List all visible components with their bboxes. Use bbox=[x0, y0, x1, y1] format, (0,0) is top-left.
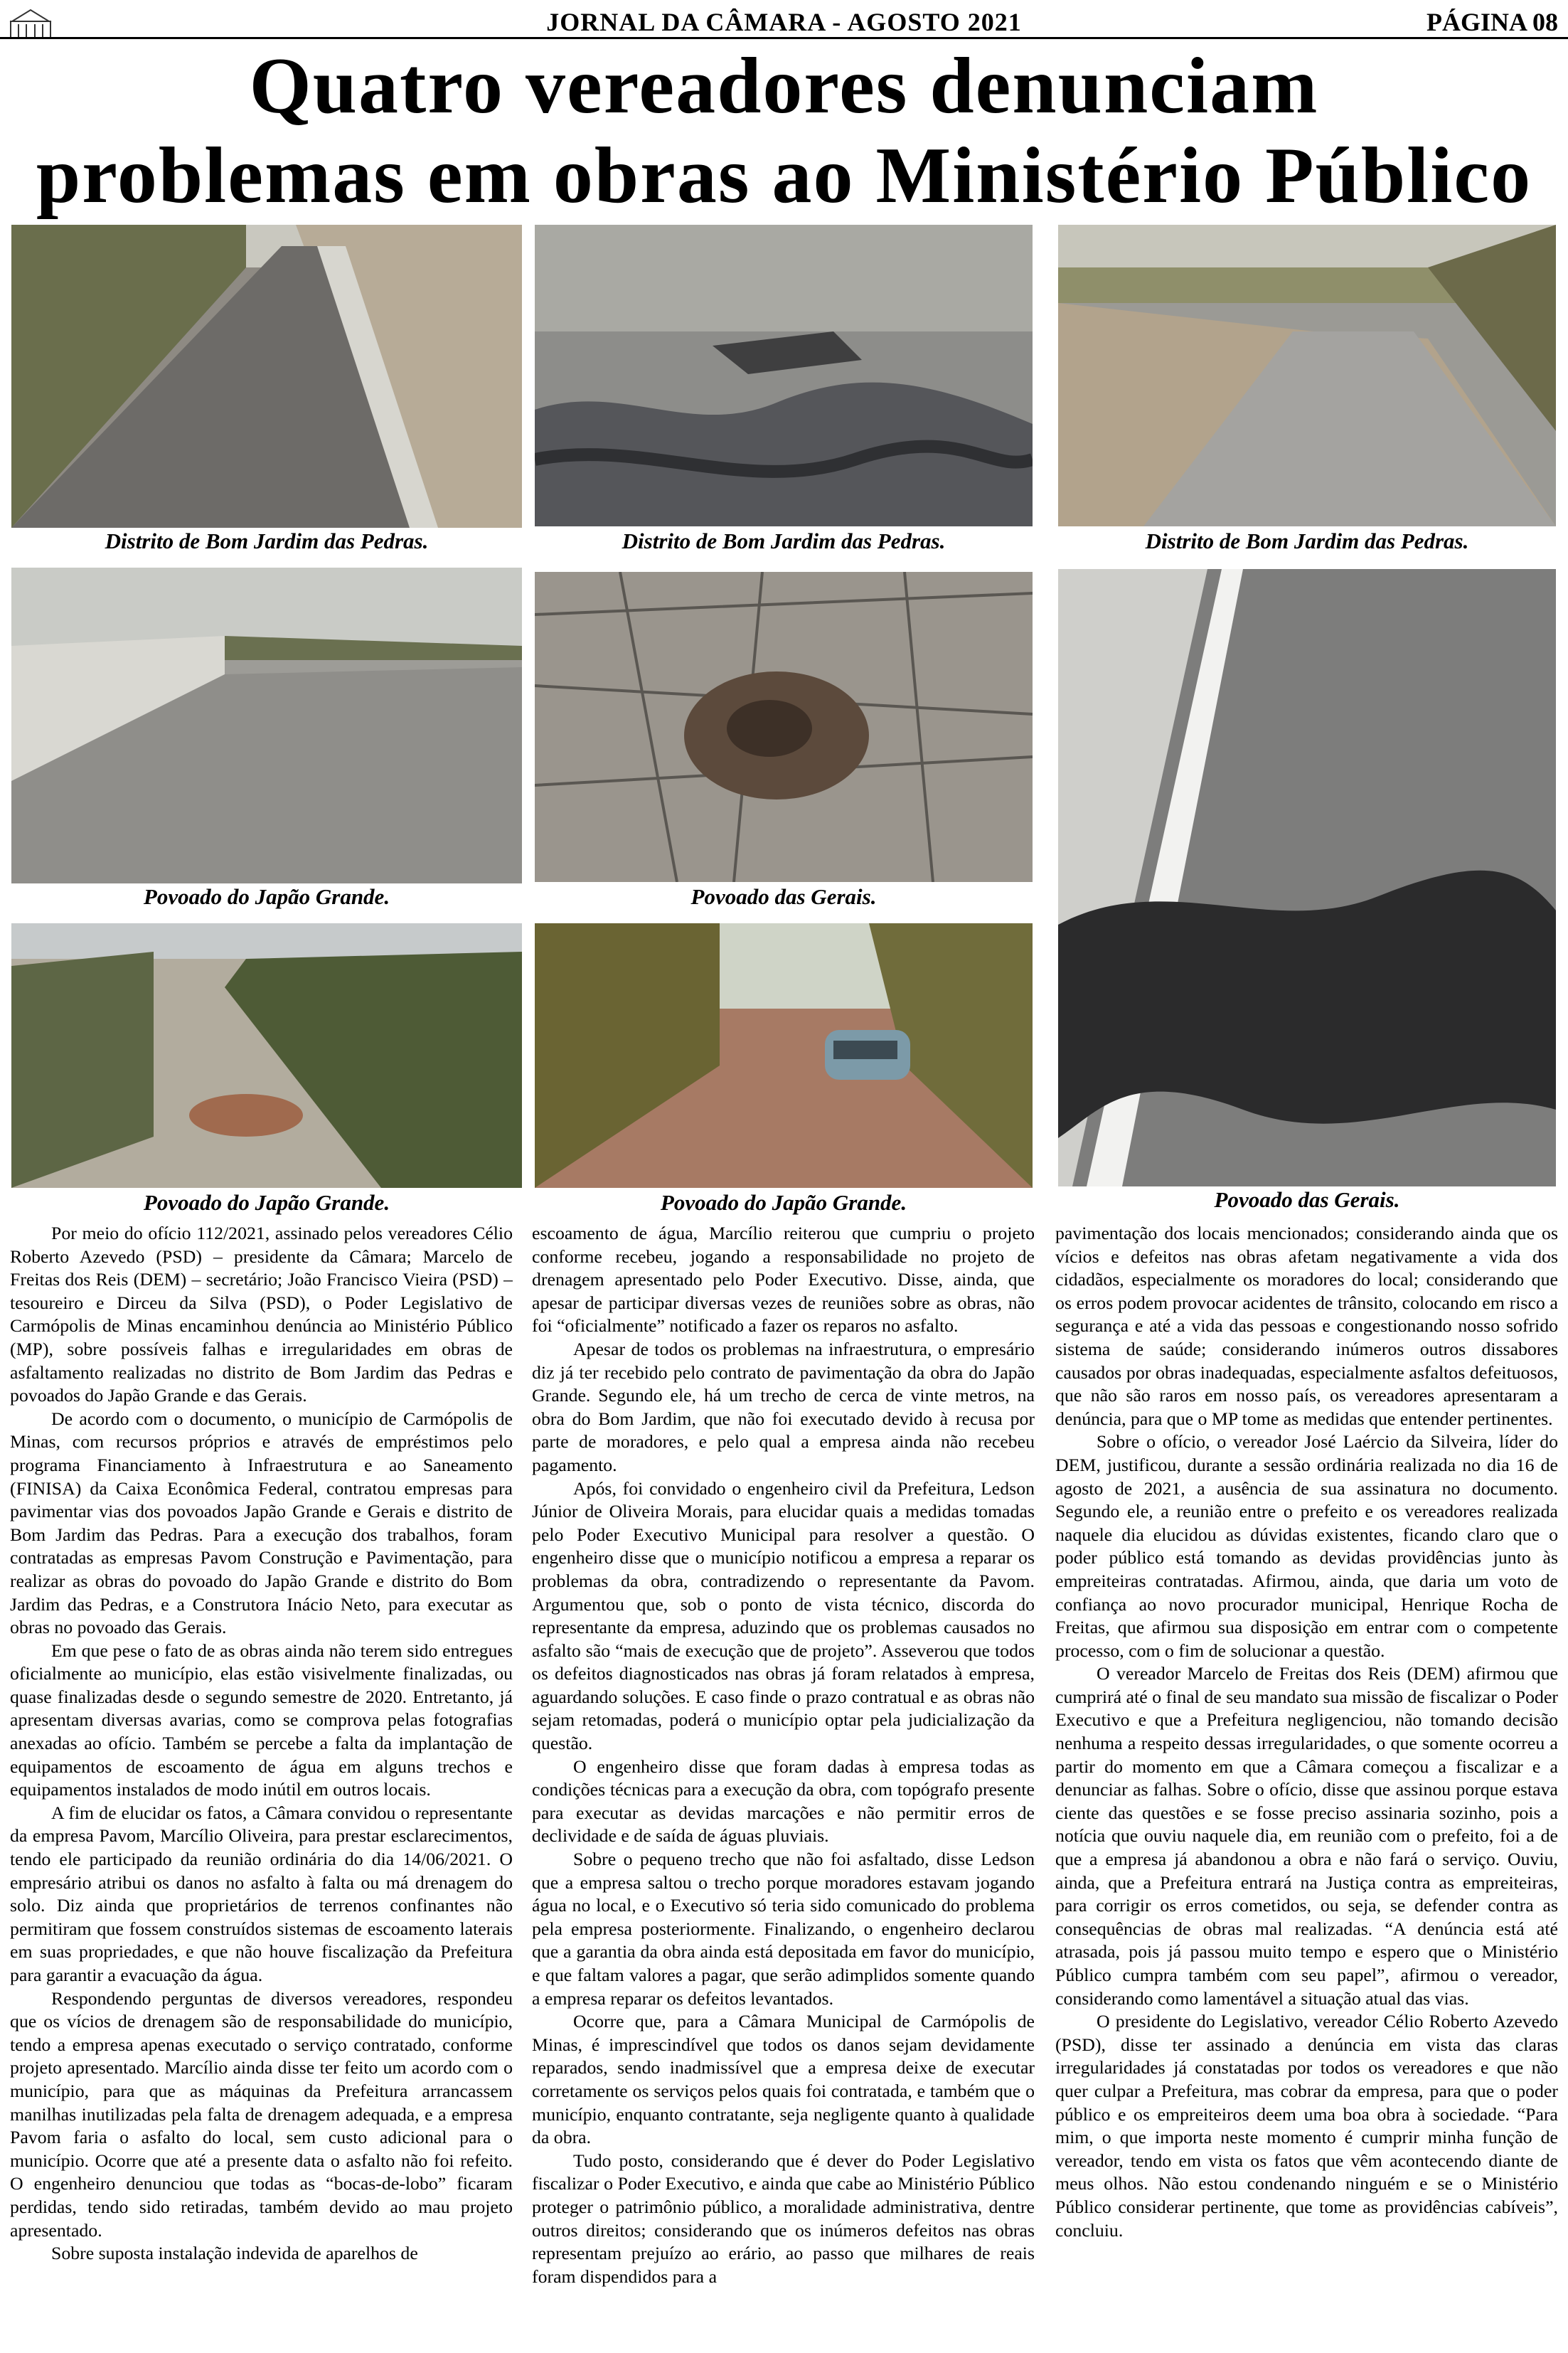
header-rule bbox=[0, 37, 1568, 39]
paragraph: Tudo posto, considerando que é dever do Poder Legislativo fiscalizar o Poder Executivo, e ainda que cabe ao Ministério Público proteger o patrimônio público, a moralidade administrativa, dentre outros direitos; considerando que os inúmeros defeitos nas obras representam prejuízo ao erário, ao passo que milhares de reais foram dispendidos para a bbox=[532, 2150, 1035, 2287]
paragraph: De acordo com o documento, o município de Carmópolis de Minas, com recursos próprios e através de empréstimos pelo programa Financiamento à Infraestrutura e ao Saneamento (FINISA) da Caixa Econômica Federal, contratou empresas para pavimentar vias dos povoados Japão Grande e Gerais e distrito de Bom Jardim das Pedras. Para a execução dos trabalhos, foram contratadas as empresas Pavom Construção e Pavimentação, para realizar as obras do povoado do Japão Grande e distrito do Bom Jardim das Pedras, e a Construtora Inácio Neto, para executar as obras no povoado das Gerais. bbox=[10, 1408, 513, 1638]
page-number: PÁGINA 08 bbox=[1426, 8, 1558, 36]
paragraph: Em que pese o fato de as obras ainda não terem sido entregues oficialmente ao município, elas estão visivelmente finalizadas, ou quase finalizadas desde o segundo semestre de 2020. Entretanto, já apresentam diversas avarias, como se comprova pelas fotografias anexadas ao ofício. Também se percebe a falta da implantação de equipamentos de escoamento de água em alguns trechos e equipamentos instalados de modo inútil em outros locais. bbox=[10, 1640, 513, 1800]
headline bbox=[0, 41, 1568, 221]
photo-caption: Distrito de Bom Jardim das Pedras. bbox=[622, 529, 946, 553]
photo-caption: Povoado do Japão Grande. bbox=[660, 1190, 907, 1215]
photo-japao-grande-road bbox=[11, 568, 522, 883]
photo-gerais-road-closeup bbox=[1058, 569, 1556, 1186]
photo-caption: Povoado do Japão Grande. bbox=[143, 1190, 390, 1215]
paragraph: Sobre o ofício, o vereador José Laércio da Silveira, líder do DEM, justificou, durante a sessão ordinária realizada no dia 16 de agosto de 2021, a ausência de sua assinatura no documento. Segundo ele, a reunião entre o prefeito e os vereadores realizada naquele dia elucidou as dúvidas existentes, ficando claro que o poder público está tomando as devidas providências junto às empreiteiras contratadas. Afirmou, ainda, que daria um voto de confiança ao novo procurador municipal, Henrique Rocha de Freitas, que afirmou sua disposição em entrar com o competente processo, com o fim de solucionar a questão. bbox=[1055, 1431, 1558, 1661]
photo-caption: Distrito de Bom Jardim das Pedras. bbox=[1145, 529, 1469, 553]
photo-damaged-asphalt bbox=[535, 225, 1033, 526]
paragraph-continued: pavimentação dos locais mencionados; considerando ainda que os vícios e defeitos nas obras afetam negativamente a vida dos cidadãos, especialmente os moradores do local; considerando que os erros podem provocar acidentes de trânsito, colocando em risco a segurança e até a vida das pessoas e congestionando nosso sofrido sistema de saúde; considerando inúmeros outros dissabores causados por obras inadequadas, especialmente asfaltos defeituosos, que não são raros em nosso país, os vereadores apresentaram a denúncia, para que o MP tome as medidas que entender pertinentes. bbox=[1055, 1223, 1558, 1429]
photo-caption: Distrito de Bom Jardim das Pedras. bbox=[105, 529, 429, 553]
paragraph-continued: escoamento de água, Marcílio reiterou que cumpriu o projeto conforme recebeu, jogando a responsabilidade no projeto de drenagem apresentado pelo Poder Executivo. Disse, ainda, que apesar de participar diversas vezes de reuniões sobre as obras, não foi “oficialmente” notificado a fazer os reparos no asfalto. bbox=[532, 1223, 1035, 1337]
headline-line-2: problemas em obras ao Ministério Público bbox=[36, 132, 1532, 220]
paragraph: Por meio do ofício 112/2021, assinado pelos vereadores Célio Roberto Azevedo (PSD) – presidente da Câmara; Marcelo de Freitas dos Reis (DEM) – secretário; João Francisco Vieira (PSD) – tesoureiro e Dirceu da Silva (PSD), o Poder Legislativo de Carmópolis de Minas encaminhou denúncia ao Ministério Público (MP), sobre possíveis falhas e irregularidades em obras de asfaltamento realizadas no distrito de Bom Jardim das Pedras e povoados do Japão Grande e das Gerais. bbox=[10, 1223, 513, 1406]
journal-title: JORNAL DA CÂMARA - AGOSTO 2021 bbox=[546, 8, 1022, 36]
paragraph: Respondendo perguntas de diversos vereadores, respondeu que os vícios de drenagem são de responsabilidade do município, tendo a empresa apenas executado o serviço contratado, conforme projeto apresentado. Marcílio ainda disse ter feito um acordo com o município, para que as máquinas da Prefeitura arrancassem manilhas inutilizadas pela falta de drenagem adequada, e a empresa Pavom faria o asfalto do local, sem custo adicional para o município. Ocorre que até a presente data o asfalto não foi refeito. O engenheiro denunciou que todas as “bocas-de-lobo” ficaram perdidas, tendo sido retiradas, também devido ao mau projeto apresentado. bbox=[10, 1987, 513, 2241]
paragraph: Após, foi convidado o engenheiro civil da Prefeitura, Ledson Júnior de Oliveira Morais, para elucidar quais a medidas tomadas pelo Poder Executivo Municipal para resolver a questão. O engenheiro disse que o município notificou a empresa a reparar os problemas da obra, contradizendo o representante da Pavom. Argumentou que, sob o ponto de vista técnico, discorda do representante da empresa, aduzindo que os problemas causados no asfalto são “mais de execução que de projeto”. Asseverou que todos os defeitos diagnosticados nas obras já foram relatados à empresa, aguardando soluções. E caso finde o prazo contratual e as obras não sejam retomadas, poderá o município optar pela judicialização da questão. bbox=[532, 1477, 1035, 1754]
article-column-3 bbox=[1055, 1222, 1558, 2350]
photo-japao-grande-drain bbox=[11, 923, 522, 1188]
photo-caption: Povoado das Gerais. bbox=[690, 884, 877, 909]
paragraph: Apesar de todos os problemas na infraestrutura, o empresário diz já ter recebido pelo contrato de pavimentação da obra do Japão Grande. Segundo ele, há um trecho de cerca de vinte metros, na obra do Bom Jardim, que não foi executado devido à recusa por parte de moradores, e pelo qual a empresa ainda não recebeu pagamento. bbox=[532, 1338, 1035, 1475]
photo-japao-grande-car bbox=[535, 923, 1033, 1188]
photo-road-fence bbox=[1058, 225, 1556, 526]
article-column-1 bbox=[10, 1222, 513, 2350]
photo-pothole bbox=[535, 572, 1033, 882]
paragraph: Sobre suposta instalação indevida de aparelhos de bbox=[51, 2243, 418, 2264]
headline-line-1: Quatro vereadores denunciam bbox=[249, 42, 1319, 130]
paragraph: O vereador Marcelo de Freitas dos Reis (DEM) afirmou que cumprirá até o final de seu mandato sua missão de fiscalizar o Poder Executivo e que a Prefeitura negligenciou, não tomando decisão nenhuma a respeito dessas irregularidades, o que somente ocorreu a partir do momento em que a Câmara começou a fiscalizar e a denunciar as falhas. Sobre o ofício, disse que assinou porque estava ciente das questões e se fosse preciso assinaria sozinho, pois a notícia que ouviu naquele dia, em reunião com o prefeito, foi a de que a empresa já abandonou a obra e não fará o serviço. Ouviu, ainda, que a Prefeitura entrará na Justiça contra as empreiteiras, para corrigir os erros cometidos, ou seja, se defender contra as consequências de obras mal realizadas. “A denúncia está até atrasada, pois já passou muito tempo e espero que o Ministério Público cumpra também com seu papel”, afirmou o vereador, considerando como lamentável a situação atual das vias. bbox=[1055, 1663, 1558, 2009]
paragraph: O engenheiro disse que foram dadas à empresa todas as condições técnicas para a execução da obra, com topógrafo presente para executar as devidas marcações e não permitir erros de declividade e de saída de águas pluviais. bbox=[532, 1756, 1035, 1847]
photo-road-curve bbox=[11, 225, 522, 528]
paragraph: O presidente do Legislativo, vereador Célio Roberto Azevedo (PSD), disse ter assinado a denúncia em vista das claras irregularidades já constatadas por todos os vereadores e que não quer culpar a Prefeitura, mas cobrar da empresa, para que o poder público e os empreiteiros deem uma boa obra à sociedade. “Para mim, o que importa neste momento é cumprir minha função de vereador, tendo em vista os fatos que vêm acontecendo diante de meus olhos. Não estou condenando ninguém e se o Ministério Público considerar pertinente, que tome as providências cabíveis”, concluiu. bbox=[1055, 2011, 1558, 2241]
article-column-2 bbox=[532, 1222, 1035, 2350]
photo-caption: Povoado das Gerais. bbox=[1214, 1187, 1400, 1212]
paragraph: A fim de elucidar os fatos, a Câmara convidou o representante da empresa Pavom, Marcílio Oliveira, para prestar esclarecimentos, tendo ele participado da reunião ordinária do dia 14/06/2021. O empresário atribui os danos no asfalto à falta ou má drenagem do solo. Diz ainda que proprietários de terrenos confinantes não permitiram que fossem construídos sistemas de escoamento laterais em suas propriedades, e que não houve fiscalização da Prefeitura para garantir a evacuação da água. bbox=[10, 1802, 513, 1985]
paragraph: Sobre o pequeno trecho que não foi asfaltado, disse Ledson que a empresa saltou o trecho porque moradores estavam jogando água no local, e o Executivo só teria sido comunicado do problema pela empresa posteriormente. Finalizando, o engenheiro declarou que a garantia da obra ainda está depositada em favor do município, e que faltam valores a pagar, que serão adimplidos somente quando a empresa reparar os defeitos levantados. bbox=[532, 1849, 1035, 2009]
photo-caption: Povoado do Japão Grande. bbox=[143, 884, 390, 909]
paragraph: Ocorre que, para a Câmara Municipal de Carmópolis de Minas, é imprescindível que todos os danos sejam devidamente reparados, sendo inadmissível que a empresa deixe de executar corretamente os serviços pelos quais foi contratada, e também que o município, enquanto contratante, seja negligente quanto à qualidade da obra. bbox=[532, 2011, 1035, 2148]
